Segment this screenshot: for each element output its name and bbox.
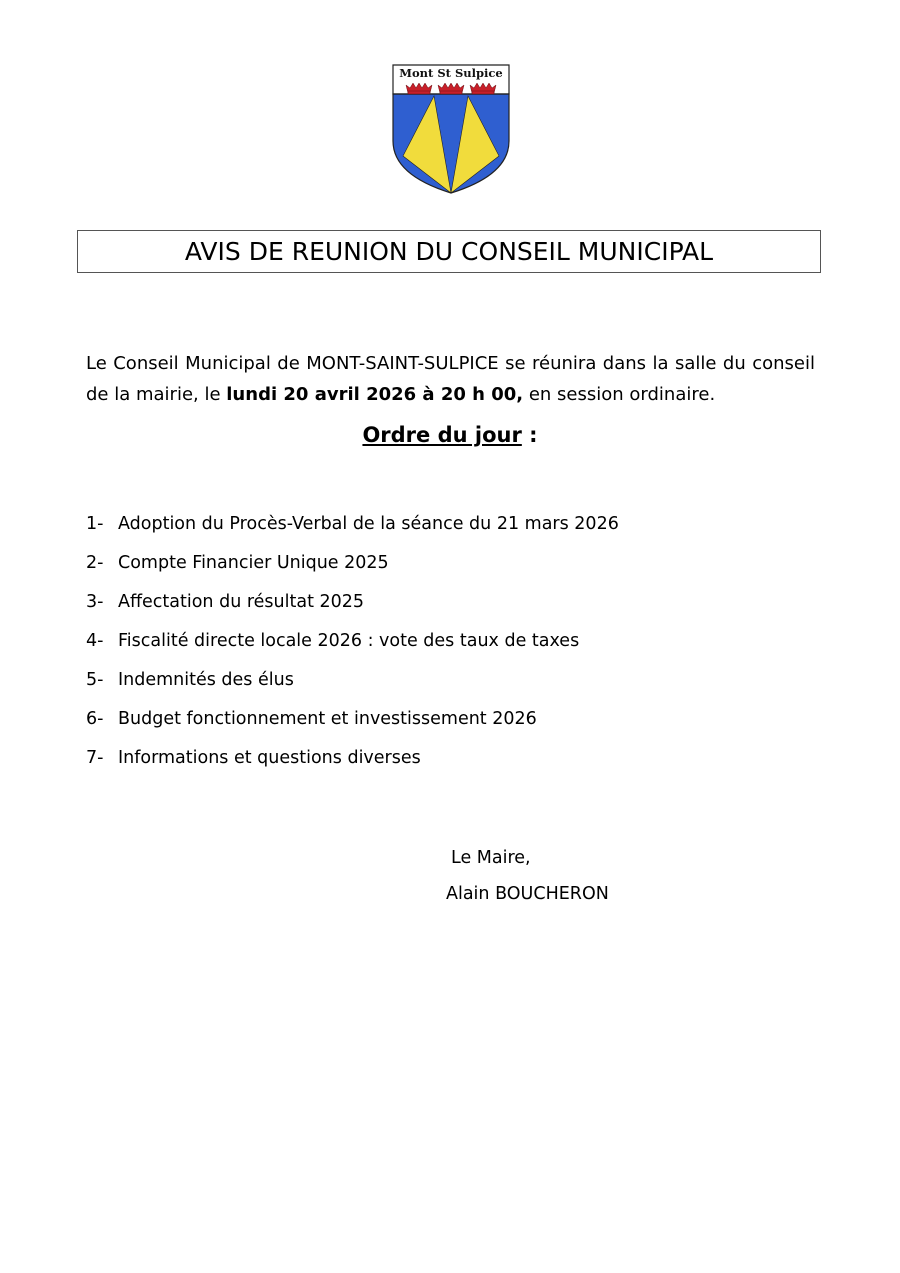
intro-text-1: Le Conseil Municipal de MONT-SAINT-SULPICE se réunira dans la salle du conseil de la mairie, le [86,353,815,405]
title-box [77,230,821,273]
agenda-item-text: Informations et questions diverses [118,748,421,768]
agenda-heading-suffix: : [521,423,538,447]
signature-name: Alain BOUCHERON [446,884,609,904]
page-title: AVIS DE REUNION DU CONSEIL MUNICIPAL [184,237,714,266]
agenda-item [86,549,619,588]
agenda-item [86,510,619,549]
coat-of-arms-logo [391,63,511,195]
agenda-item [86,705,619,744]
agenda-item-text: Fiscalité directe locale 2026 : vote des taux de taxes [118,631,580,651]
agenda-item-number: 5- [86,670,104,690]
agenda-heading-title: Ordre du jour [362,423,522,447]
agenda-item-number: 2- [86,553,104,573]
crest-banner-text: Mont St Sulpice [399,66,503,80]
agenda-item [86,588,619,627]
agenda-item-number: 3- [86,592,104,612]
agenda-item-text: Adoption du Procès-Verbal de la séance du 21 mars 2026 [118,514,619,534]
agenda-list [86,510,619,783]
agenda-item-text: Compte Financier Unique 2025 [118,553,389,573]
agenda-item-number: 7- [86,748,104,768]
agenda-item-text: Affectation du résultat 2025 [118,592,365,612]
agenda-item [86,627,619,666]
agenda-item [86,666,619,705]
agenda-item-text: Indemnités des élus [118,670,294,690]
agenda-heading [0,423,900,447]
agenda-item-number: 6- [86,709,104,729]
intro-text-2: en session ordinaire. [523,384,716,405]
meeting-date: lundi 20 avril 2026 à 20 h 00, [226,384,524,405]
agenda-item-text: Budget fonctionnement et investissement 2026 [118,709,537,729]
signature-role: Le Maire, [451,848,531,868]
agenda-item-number: 1- [86,514,104,534]
agenda-item-number: 4- [86,631,104,651]
intro-paragraph [86,348,815,410]
agenda-item [86,744,619,783]
